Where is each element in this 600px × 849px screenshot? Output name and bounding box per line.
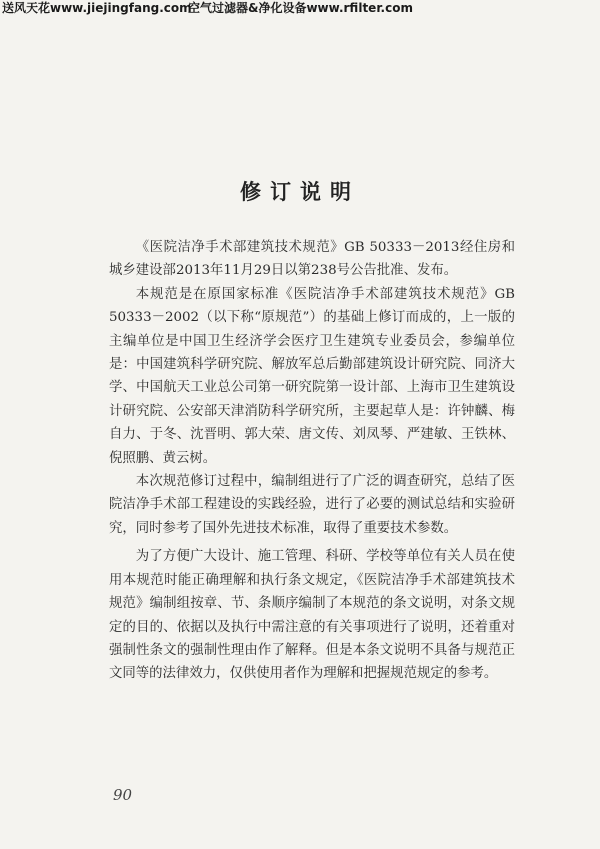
paragraph-2: 本规范是在原国家标准《医院洁净手术部建筑技术规范》GB 50333－2002（以下称“原规范”）的基础上修订而成的，上一版的主编单位是中国卫生经济学会医疗卫生建筑专业委员会，参编单位是：中国建筑科学研究院、解放军总后勤部建筑设计研究院、同济大学、中国航天工业总公司第一研究院第一设计部、上海市卫生建筑设计研究院、公安部天津消防科学研究所，主要起草人是：许钟麟、梅自力、于冬、沈晋明、郭大荣、唐文传、刘凤琴、严建敏、王铁林、倪照鹏、黄云树。 [109,286,515,466]
body-text [109,236,515,686]
paragraph-3: 本次规范修订过程中，编制组进行了广泛的调查研究，总结了医院洁净手术部工程建设的实践经验，进行了必要的测试总结和实验研究，同时参考了国外先进技术标准，取得了重要技术参数。 [109,474,515,536]
watermark-banner [0,0,600,16]
paragraph-4: 为了方便广大设计、施工管理、科研、学校等单位有关人员在使用本规范时能正确理解和执行条文规定，《医院洁净手术部建筑技术规范》编制组按章、节、条顺序编制了本规范的条文说明，对条文规定的目的、依据以及执行中需注意的有关事项进行了说明，还着重对强制性条文的强制性理由作了解释。但是本条文说明不具备与规范正文同等的法律效力，仅供使用者作为理解和把握规范规定的参考。 [109,549,515,682]
watermark-right: 空气过滤器&净化设备www.rfilter.com [188,1,413,15]
watermark-left: 送风天花www.jiejingfang.com [2,1,192,15]
paragraph-1: 《医院洁净手术部建筑技术规范》GB 50333－2013经住房和城乡建设部2013年11月29日以第238号公告批准、发布。 [109,240,515,279]
page-number: 90 [113,786,133,804]
page-title: 修订说明 [240,180,360,204]
